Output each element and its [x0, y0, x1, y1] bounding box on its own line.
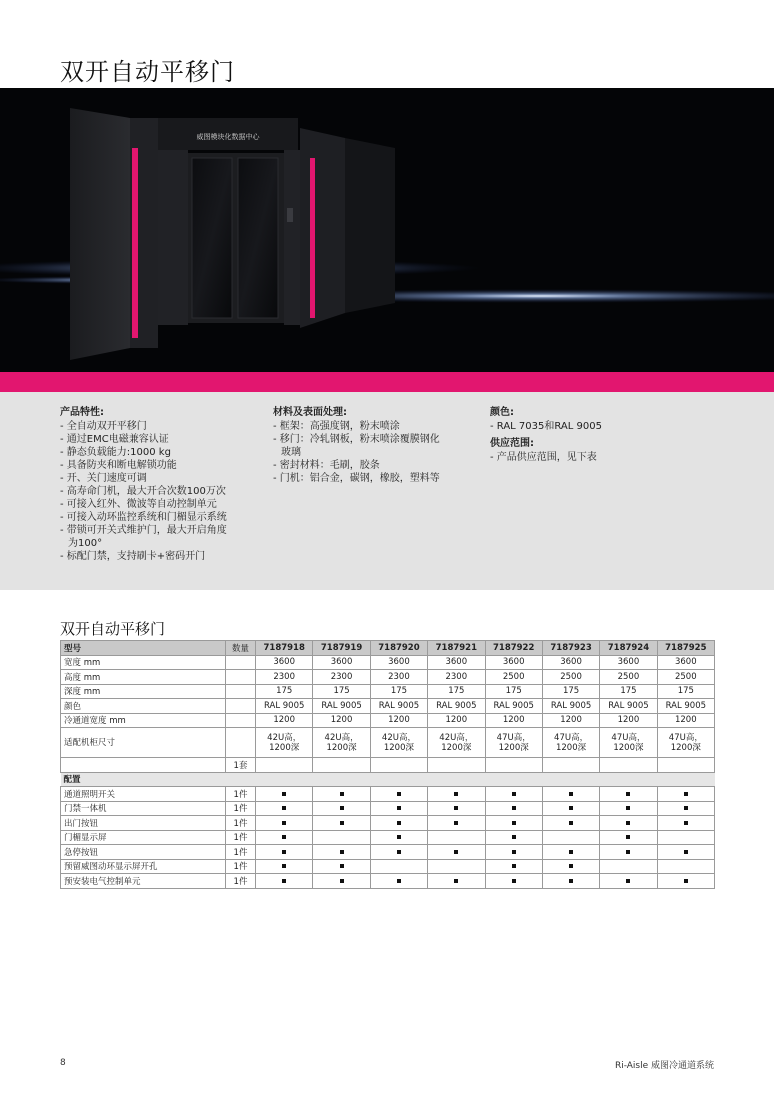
header-model: 型号 [61, 641, 226, 656]
feature-item: - 具备防夹和断电解锁功能 [60, 460, 177, 471]
config-row [61, 816, 715, 831]
table-cell [313, 728, 370, 758]
row-label: 高度 mm [61, 670, 226, 685]
config-qty: 1件 [226, 816, 256, 831]
table-cell [256, 801, 313, 816]
included-mark-icon [340, 850, 344, 854]
table-cell: RAL 9005 [485, 699, 542, 714]
included-mark-icon [282, 864, 286, 868]
table-cell: RAL 9005 [313, 699, 370, 714]
table-cell [428, 728, 485, 758]
table-cell [256, 728, 313, 758]
table-cell [600, 801, 657, 816]
table-row [61, 758, 715, 773]
table-cell [485, 859, 542, 874]
table-cell: RAL 9005 [600, 699, 657, 714]
table-cell: 3600 [542, 655, 599, 670]
table-cell: 3600 [485, 655, 542, 670]
table-cell: 175 [657, 684, 714, 699]
included-mark-icon [282, 806, 286, 810]
table-cell [542, 874, 599, 889]
table-cell [485, 816, 542, 831]
header-model-number: 7187922 [485, 641, 542, 656]
included-mark-icon [397, 879, 401, 883]
cell-line: 42U高， [267, 732, 302, 743]
table-cell: 3600 [256, 655, 313, 670]
supply-heading: 供应范围: [490, 438, 534, 449]
row-label: 宽度 mm [61, 655, 226, 670]
table-title: 双开自动平移门 [60, 620, 166, 638]
table-cell: 2300 [313, 670, 370, 685]
included-mark-icon [454, 879, 458, 883]
table-cell [657, 787, 714, 802]
table-cell [657, 801, 714, 816]
included-mark-icon [626, 821, 630, 825]
feature-item: - 带锁可开关式维护门，最大开启角度 [60, 525, 227, 536]
row-label: 颜色 [61, 699, 226, 714]
table-cell: RAL 9005 [370, 699, 427, 714]
spec-rows [61, 655, 715, 728]
table-row [61, 699, 715, 714]
feature-item: - 可接入动环监控系统和门楣显示系统 [60, 512, 227, 523]
row-qty [226, 684, 256, 699]
config-row [61, 830, 715, 845]
feature-item: - 可接入红外、微波等自动控制单元 [60, 499, 217, 510]
table-cell [657, 830, 714, 845]
table-cell [428, 874, 485, 889]
config-label: 急停按钮 [61, 845, 226, 860]
cell-line: 42U高， [381, 732, 416, 743]
spec-table [60, 640, 715, 889]
table-cell [600, 816, 657, 831]
table-cell [542, 845, 599, 860]
table-cell [313, 830, 370, 845]
table-cell: 175 [600, 684, 657, 699]
accent-band [0, 372, 774, 392]
header-model-number: 7187919 [313, 641, 370, 656]
config-label: 通道照明开关 [61, 787, 226, 802]
table-cell [485, 845, 542, 860]
config-label: 出门按钮 [61, 816, 226, 831]
feature-item: - 开、关门速度可调 [60, 473, 147, 484]
table-cell: 175 [428, 684, 485, 699]
table-cell [542, 801, 599, 816]
table-cell [428, 859, 485, 874]
included-mark-icon [626, 850, 630, 854]
table-cell: RAL 9005 [657, 699, 714, 714]
table-cell: 1200 [600, 713, 657, 728]
included-mark-icon [340, 864, 344, 868]
table-cell [657, 816, 714, 831]
table-row [61, 655, 715, 670]
table-cell: 1200 [657, 713, 714, 728]
hero-image [0, 88, 774, 372]
table-cell: 2300 [428, 670, 485, 685]
table-row [61, 713, 715, 728]
cell-line: 1200深 [613, 742, 644, 753]
color-heading: 颜色: [490, 407, 514, 418]
table-cell: 2300 [370, 670, 427, 685]
table-header-row [61, 641, 715, 656]
cell-line: 1200深 [326, 742, 357, 753]
header-model-number: 7187923 [542, 641, 599, 656]
included-mark-icon [569, 821, 573, 825]
included-mark-icon [282, 850, 286, 854]
table-cell [600, 728, 657, 758]
config-rows [61, 787, 715, 889]
cell-line: 47U高， [611, 732, 646, 743]
material-item: - 门机：铝合金，碳钢，橡胶，塑料等 [273, 473, 440, 484]
cell-line: 1200深 [441, 742, 472, 753]
included-mark-icon [569, 864, 573, 868]
table-cell: 175 [542, 684, 599, 699]
config-label: 门禁一体机 [61, 801, 226, 816]
cell-line: 42U高， [439, 732, 474, 743]
table-cell: 175 [256, 684, 313, 699]
config-qty: 1件 [226, 830, 256, 845]
feature-item: - 静态负载能力:1000 kg [60, 447, 171, 458]
row-label [61, 758, 226, 773]
included-mark-icon [626, 879, 630, 883]
cell-line: 1200深 [269, 742, 300, 753]
table-cell [657, 874, 714, 889]
included-mark-icon [684, 792, 688, 796]
table-cell [542, 859, 599, 874]
table-cell: 3600 [428, 655, 485, 670]
config-qty: 1件 [226, 801, 256, 816]
table-cell: 1200 [428, 713, 485, 728]
materials-column [273, 406, 440, 485]
door-sign: 威图模块化数据中心 [196, 133, 260, 141]
table-row [61, 670, 715, 685]
table-cell [256, 859, 313, 874]
config-qty: 1件 [226, 874, 256, 889]
table-cell [313, 859, 370, 874]
row-label: 适配机柜尺寸 [61, 728, 226, 758]
feature-item: - 高寿命门机，最大开合次数100万次 [60, 486, 226, 497]
table-cell: 175 [485, 684, 542, 699]
footer-text: Ri-Aisle 威图冷通道系统 [614, 1061, 714, 1071]
row-qty [226, 655, 256, 670]
feature-item: - 全自动双开平移门 [60, 421, 147, 432]
material-item: - 移门：冷轧钢板，粉末喷涂覆膜钢化 [273, 434, 440, 445]
table-cell [542, 728, 599, 758]
included-mark-icon [512, 864, 516, 868]
table-cell [428, 787, 485, 802]
page-title: 双开自动平移门 [60, 58, 235, 86]
row-label: 深度 mm [61, 684, 226, 699]
table-cell [428, 830, 485, 845]
section-label: 配置 [61, 772, 715, 787]
table-cell [313, 874, 370, 889]
section-row [61, 772, 715, 787]
included-mark-icon [684, 879, 688, 883]
table-cell: RAL 9005 [256, 699, 313, 714]
included-mark-icon [512, 850, 516, 854]
included-mark-icon [512, 879, 516, 883]
included-mark-icon [397, 850, 401, 854]
included-mark-icon [397, 806, 401, 810]
table-cell [600, 859, 657, 874]
included-mark-icon [340, 792, 344, 796]
config-label: 预安装电气控制单元 [61, 874, 226, 889]
config-row [61, 874, 715, 889]
table-cell [600, 845, 657, 860]
table-cell [313, 845, 370, 860]
cell-line: 1200深 [383, 742, 414, 753]
included-mark-icon [569, 806, 573, 810]
table-cell: 1200 [485, 713, 542, 728]
table-cell [485, 728, 542, 758]
table-cell [485, 801, 542, 816]
header-qty: 数量 [226, 641, 256, 656]
included-mark-icon [454, 850, 458, 854]
included-mark-icon [684, 821, 688, 825]
table-cell [256, 787, 313, 802]
table-cell: 2500 [542, 670, 599, 685]
table-cell: 3600 [657, 655, 714, 670]
included-mark-icon [340, 821, 344, 825]
table-cell [600, 874, 657, 889]
included-mark-icon [282, 792, 286, 796]
included-mark-icon [626, 835, 630, 839]
cell-line: 1200深 [555, 742, 587, 753]
included-mark-icon [340, 806, 344, 810]
included-mark-icon [340, 879, 344, 883]
table-cell: 1200 [313, 713, 370, 728]
included-mark-icon [626, 792, 630, 796]
table-cell [542, 816, 599, 831]
table-cell: RAL 9005 [428, 699, 485, 714]
table-cell: 3600 [313, 655, 370, 670]
table-cell [542, 787, 599, 802]
table-cell [370, 874, 427, 889]
cell-line: 47U高， [554, 732, 589, 743]
table-cell [313, 801, 370, 816]
config-label: 门楣显示屏 [61, 830, 226, 845]
table-cell [428, 801, 485, 816]
table-cell: 2300 [256, 670, 313, 685]
table-cell [485, 830, 542, 845]
table-cell [256, 816, 313, 831]
included-mark-icon [512, 835, 516, 839]
included-mark-icon [626, 806, 630, 810]
header-model-number: 7187921 [428, 641, 485, 656]
table-cell [256, 874, 313, 889]
included-mark-icon [282, 879, 286, 883]
color-supply-column [490, 406, 602, 464]
product-features-column [60, 406, 227, 563]
cell-line: 1200深 [670, 742, 701, 753]
table-cell [370, 816, 427, 831]
included-mark-icon [569, 879, 573, 883]
included-mark-icon [397, 821, 401, 825]
cell-line: 1200深 [498, 742, 529, 753]
table-cell [370, 787, 427, 802]
table-cell [256, 830, 313, 845]
table-cell: 2500 [485, 670, 542, 685]
table-cell: 2500 [657, 670, 714, 685]
config-row [61, 801, 715, 816]
header-model-number: 7187918 [256, 641, 313, 656]
included-mark-icon [684, 850, 688, 854]
included-mark-icon [397, 792, 401, 796]
cell-line: 47U高， [496, 732, 531, 743]
table-cell [313, 787, 370, 802]
color-item: - RAL 7035和RAL 9005 [490, 421, 602, 432]
product-features-heading: 产品特性: [60, 407, 104, 418]
table-cell [600, 830, 657, 845]
hero-door-illustration [0, 88, 774, 372]
config-qty: 1件 [226, 845, 256, 860]
config-qty: 1件 [226, 859, 256, 874]
materials-heading: 材料及表面处理: [273, 407, 347, 418]
supply-item: - 产品供应范围，见下表 [490, 452, 597, 463]
table-cell: 2500 [600, 670, 657, 685]
included-mark-icon [282, 821, 286, 825]
row-qty [226, 699, 256, 714]
page-number: 8 [60, 1058, 66, 1068]
included-mark-icon [454, 792, 458, 796]
table-cell: 1200 [370, 713, 427, 728]
table-cell [370, 830, 427, 845]
cell-line: 47U高， [668, 732, 703, 743]
table-cell [428, 845, 485, 860]
table-cell: 3600 [370, 655, 427, 670]
table-cell: 175 [313, 684, 370, 699]
feature-item: - 标配门禁，支持刷卡+密码开门 [60, 551, 206, 562]
table-cell [657, 859, 714, 874]
table-cell: 1200 [542, 713, 599, 728]
included-mark-icon [397, 835, 401, 839]
row-qty [226, 728, 256, 758]
table-cell [657, 845, 714, 860]
table-cell [485, 874, 542, 889]
table-cell: 3600 [600, 655, 657, 670]
table-cell [370, 801, 427, 816]
feature-item: 为100° [68, 538, 103, 549]
included-mark-icon [512, 792, 516, 796]
table-cell [256, 845, 313, 860]
table-row [61, 728, 715, 758]
config-row [61, 787, 715, 802]
table-cell [428, 816, 485, 831]
material-item: - 密封材料：毛刷，胶条 [273, 460, 380, 471]
config-qty: 1件 [226, 787, 256, 802]
header-model-number: 7187920 [370, 641, 427, 656]
table-cell: RAL 9005 [542, 699, 599, 714]
table-cell [600, 787, 657, 802]
table-cell [370, 728, 427, 758]
material-item: 玻璃 [281, 447, 301, 458]
row-label: 冷通道宽度 mm [61, 713, 226, 728]
table-cell: 175 [370, 684, 427, 699]
config-row [61, 845, 715, 860]
included-mark-icon [569, 792, 573, 796]
material-item: - 框架：高强度钢，粉末喷涂 [273, 421, 400, 432]
row-qty: 1套 [226, 758, 256, 773]
config-row [61, 859, 715, 874]
included-mark-icon [569, 850, 573, 854]
feature-item: - 通过EMC电磁兼容认证 [60, 434, 169, 445]
included-mark-icon [282, 835, 286, 839]
table-cell: 1200 [256, 713, 313, 728]
included-mark-icon [684, 806, 688, 810]
included-mark-icon [512, 821, 516, 825]
included-mark-icon [454, 821, 458, 825]
table-cell [542, 830, 599, 845]
features-panel [0, 392, 774, 590]
included-mark-icon [454, 806, 458, 810]
table-cell [485, 787, 542, 802]
table-cell [657, 728, 714, 758]
row-qty [226, 670, 256, 685]
table-cell [370, 845, 427, 860]
cell-line: 42U高， [324, 732, 359, 743]
included-mark-icon [512, 806, 516, 810]
table-cell [313, 816, 370, 831]
table-cell [370, 859, 427, 874]
config-label: 预留威图动环显示屏开孔 [61, 859, 226, 874]
header-model-number: 7187925 [657, 641, 714, 656]
table-row [61, 684, 715, 699]
header-model-number: 7187924 [600, 641, 657, 656]
row-qty [226, 713, 256, 728]
